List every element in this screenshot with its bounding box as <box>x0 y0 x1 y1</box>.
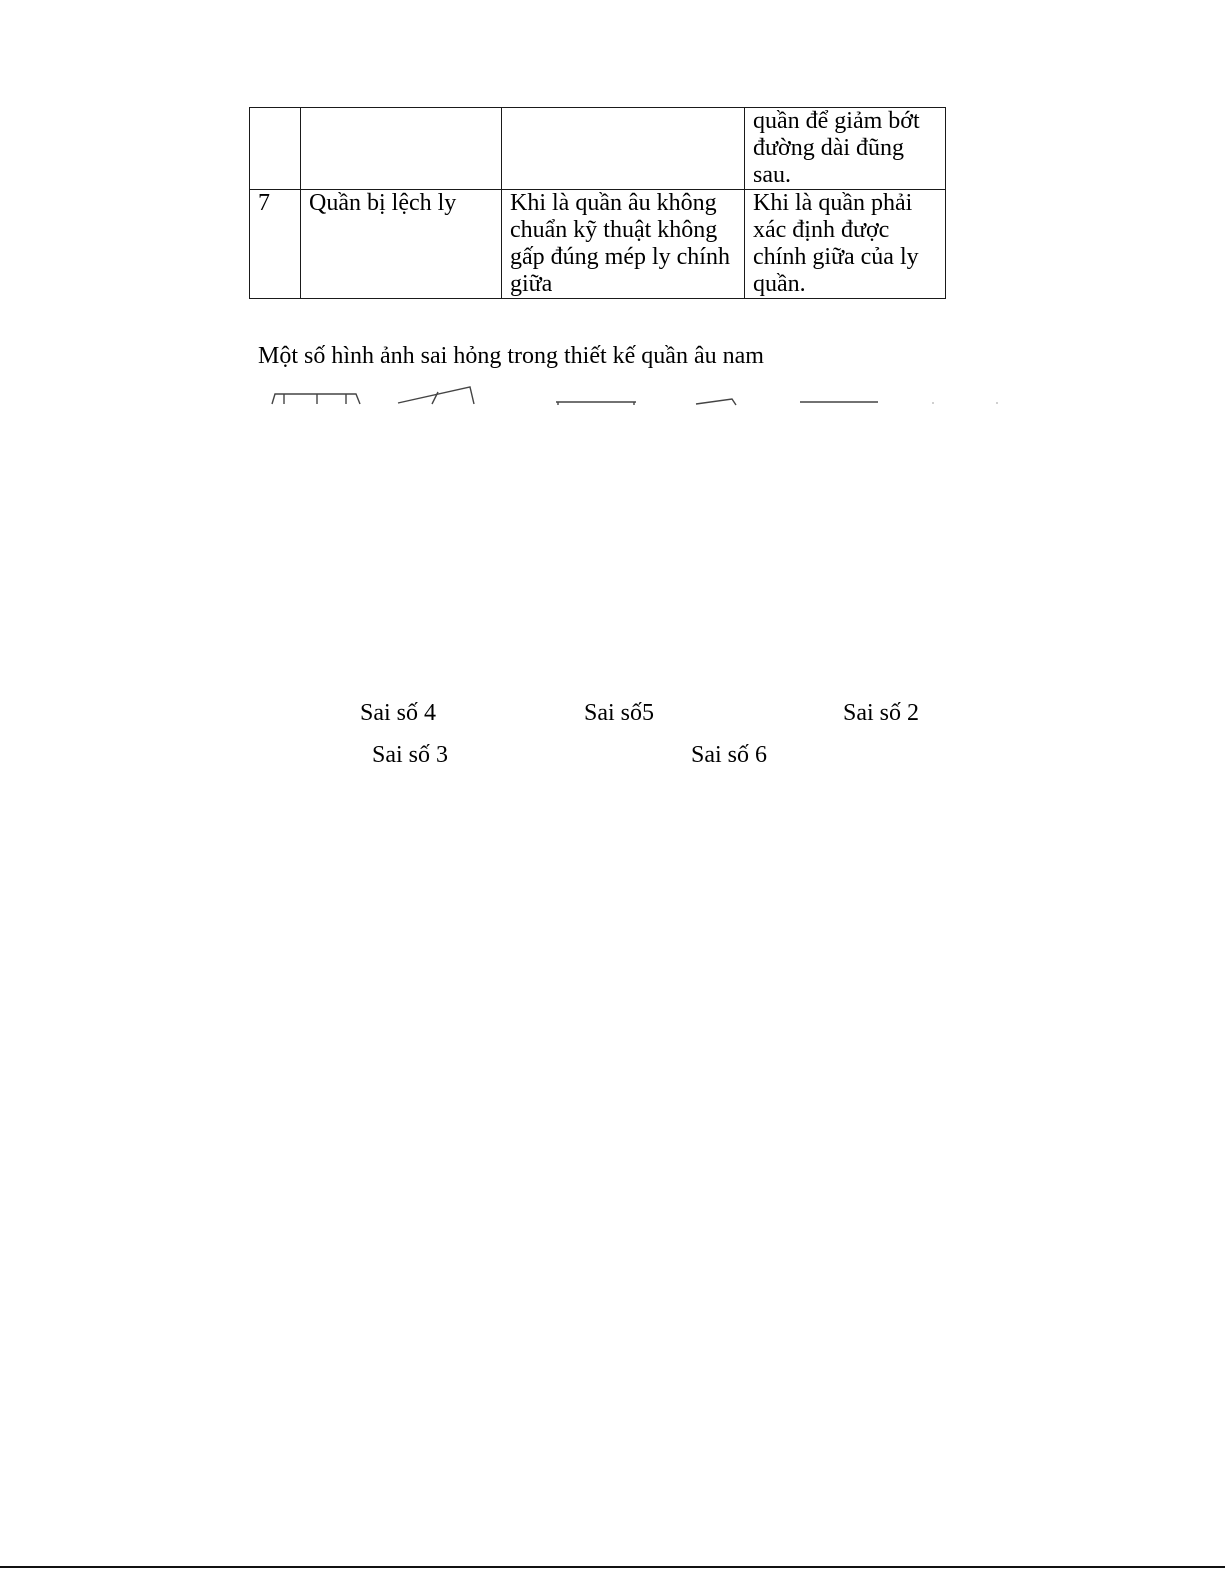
table-row-continued <box>250 108 946 190</box>
table-cell-error <box>301 108 502 190</box>
table-cell-index <box>250 108 301 190</box>
table-cell-error <box>301 190 502 299</box>
table-cell-cause <box>502 108 745 190</box>
table-cell-cause <box>502 190 745 299</box>
error-name: Quần bị lệch ly <box>309 190 457 216</box>
row-number: 7 <box>258 190 270 216</box>
caption-sai-so-6: Sai số 6 <box>691 742 768 768</box>
table-cell-index <box>250 190 301 299</box>
table-row-7 <box>250 190 946 299</box>
sketch-2 <box>398 387 474 404</box>
sketch-1 <box>272 394 360 404</box>
table-cell-fix <box>745 108 946 190</box>
cause-text: Khi là quần âu không chuẩn kỹ thuật không gấp đúng mép ly chính giữa <box>510 190 730 297</box>
sketch-4 <box>696 399 736 405</box>
fix-text: quần để giảm bớt đường dài đũng sau. <box>753 108 920 188</box>
caption-sai-so-3: Sai số 3 <box>372 742 449 768</box>
table-cell-fix <box>745 190 946 299</box>
caption-sai-so-2: Sai số 2 <box>843 700 920 726</box>
sketch-3 <box>556 402 636 405</box>
error-table <box>249 107 946 299</box>
section-heading: Một số hình ảnh sai hỏng trong thiết kế quần âu nam <box>258 343 764 369</box>
caption-sai-so-5: Sai số5 <box>584 700 655 726</box>
fix-text: Khi là quần phải xác định được chính giữa của ly quần. <box>753 190 919 297</box>
page-bottom-rule <box>0 1566 1225 1568</box>
caption-sai-so-4: Sai số 4 <box>360 700 437 726</box>
pattern-sketches <box>260 380 1020 410</box>
